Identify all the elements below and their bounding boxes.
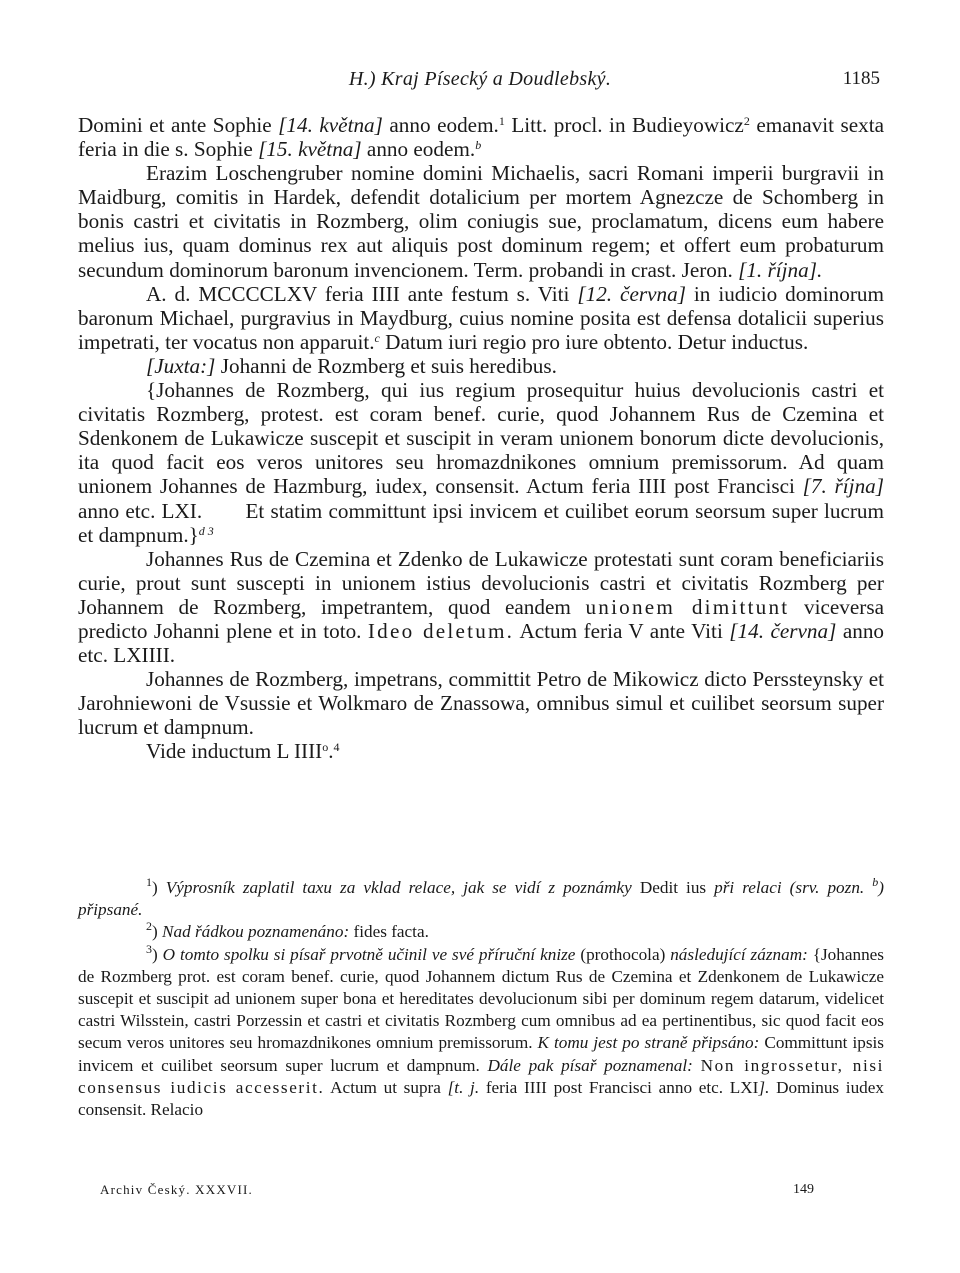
text-run: Litt. procl. in Budieyowicz <box>504 113 744 137</box>
footnote: $^1$) Výprosník zaplatil taxu za vklad relace, jak se vidí z poznámky Dedit ius při relaci (srv. pozn. $^b$) připsané. <box>78 875 884 920</box>
text-run: anno eodem. <box>382 113 499 137</box>
text-run: O tomto spolku si písař prvotně učinil ve své příruční knize <box>157 944 576 964</box>
footnote-number: 3 <box>146 941 152 956</box>
page-number: 1185 <box>842 68 880 89</box>
date-gloss: [15. května] <box>258 137 362 162</box>
spaced-text: Non ingrossetur, nisi consensus iudicis accesserit. <box>78 1055 885 1097</box>
text-run: Dále pak písař poznamenal: <box>487 1055 693 1075</box>
text-run: ]. <box>758 1077 770 1097</box>
sheet-number: 149 <box>793 1182 814 1197</box>
text-run: Domini et ante Sophie <box>78 113 279 137</box>
text-run: anno etc. LXI. Et statim committunt ipsi invicem et cuilibet eorum seorsum super lucrum et dampnum.} <box>78 474 890 547</box>
note-ref: b <box>475 138 482 153</box>
text-run: viceversa predicto Johanni plene et in toto. <box>78 594 884 643</box>
text-run: při relaci (srv. pozn. <box>714 878 873 897</box>
printer-signature: Archiv Český. XXXVII. <box>100 1182 254 1197</box>
text-run: Erazim Loschengruber nomine domini Michaelis, sacri Romani imperii burgravii in Maidburg, comitis in Hardek, defendit dotalicium per mortem Agnezcze de Schomberg in bonis castri et civitatis in Rozmberg, olim coniugis sue, proclamatum, dicens eum habere melius ius, quam dominus rex aut aliquis post dominum regem; et offert eum probaturum secundum dominorum baronum invencionem. Term. probandi in crast. Jeron. <box>78 161 884 282</box>
paragraph: Johannes de Rozmberg, impetrans, committit Petro de Mikowicz dicto Perssteynsky et Jarohniewoni de Vsussie et Wolkmaro de Znassowa, omnibus simul et cuilibet seorsum super lucrum et dampnum. <box>78 667 884 740</box>
text-run: Actum ut supra <box>324 1077 448 1097</box>
date-gloss: [7. října] <box>802 474 884 499</box>
paragraph <box>78 161 884 281</box>
text-run: Nad řádkou poznamenáno: <box>157 922 350 942</box>
text-run: Dedit ius <box>631 878 715 897</box>
page-footer <box>0 1182 960 1202</box>
text-run: Johannes Rus de Czemina et Zdenko de Lukawicze protestati sunt coram beneficiariis curie, prout sunt suscepti in unionem istius devolucionis castri et civitatis Rozmberg per Johannem de Rozmberg, impetrantem, quod eandem <box>78 546 884 619</box>
text-run: (prothocola) <box>575 944 671 964</box>
text-run: K tomu jest po straně připsáno: <box>537 1033 760 1053</box>
text-run <box>693 1056 701 1075</box>
footnote: $^3$) O tomto spolku si písař prvotně učinil ve své příruční knize (prothocola) následující záznam: {Johannes de Rozmberg prot. est coram benef. curie, quod Johannem dictum Rus de Czemina et Zdenkonem de Lukawicze suscepit et suscipit ad unionem super bona et hereditates devolucionum sibi per dominum regem datarum, videlicet castri Wilsstein, castri Porzessin et castri et civitatis Rozmberg cum omnibus ad ea pertinentibus, sic quod facit eos secum veros unitores seu hromazdnikones omnium premissorum. K tomu jest po straně připsáno: Committunt ipsis invicem et cuilibet seorsum super lucrum et dampnum. Dále pak písař poznamenal: Non ingrossetur, nisi consensus iudicis accesserit. Actum ut supra [t. j. feria IIII post Francisci anno etc. LXI]. Dominus iudex consensit. Relacio <box>78 941 885 1120</box>
text-run: fides facta. <box>349 922 429 942</box>
text-run: Vide inductum L IIII <box>146 739 323 764</box>
text-run: anno etc. LXIIII. <box>78 618 885 668</box>
text-run: {Johannes de Rozmberg, qui ius regium prosequitur huius devolucionis castri et civitatis Rozmberg, protest. est coram benef. curie, quod Johannem Rus de Czemina et Sdenkonem de Lukawicze suscepit et suscipit in veram unionem bonorum dicte devolucionis, ita quod facit eos veros unitores seu hromazdnikones omnium premissorum. Ad quam unionem Johannes de Hazmburg, iudex, consensit. Actum feria IIII post Francisci <box>78 378 884 499</box>
superscript: o <box>322 740 329 755</box>
text-run: Committunt ipsis invicem et cuilibet seorsum super lucrum et dampnum. <box>78 1033 884 1075</box>
text-run: Dominus iudex consensit. Relacio <box>78 1077 884 1120</box>
marginal-label: [Juxta:] <box>146 353 216 378</box>
footnote-ref: 2 <box>743 114 750 128</box>
paragraph <box>78 282 884 354</box>
paragraph <box>78 113 884 161</box>
text-run: ) připsané. <box>78 878 884 920</box>
text-run: in iudicio dominorum baronum Michael, purgravius in Maydburg, cuius nomine posita est defensa dotalicii superius impetrati, ter vocatus non apparuit. <box>78 281 884 354</box>
note-ref: d 3 <box>198 523 214 538</box>
footnote-ref: 4 <box>333 740 340 755</box>
date-gloss: [12. června] <box>577 281 686 306</box>
main-text <box>78 113 890 764</box>
footnotes <box>78 877 884 1121</box>
page-header <box>0 68 960 96</box>
text-run: . <box>328 739 334 764</box>
text-run: emanavit sexta feria in die s. Sophie <box>78 113 884 162</box>
text-run: anno eodem. <box>361 137 476 162</box>
text-run: feria IIII post Francisci anno etc. LXI <box>479 1077 759 1097</box>
text-run: Actum feria V ante Viti <box>514 618 730 643</box>
date-gloss: [1. října]. <box>738 257 823 282</box>
text-run: {Johannes de Rozmberg prot. est coram benef. curie, quod Johannem dictum Rus de Czemina et Zdenkonem de Lukawicze suscepit et suscipit ad unionem super bona et hereditates devolucionum sibi per dominum regem datarum, videlicet castri Wilsstein, castri Porzessin et castri et civitatis Rozmberg cum omnibus ad ea pertinentibus, sic quod facit eos secum veros unitores seu hromazdnikones omnium premissorum. <box>78 944 884 1053</box>
footnote: $^2$) Nad řádkou poznamenáno: fides facta. <box>146 919 429 942</box>
spaced-text: unionem dimittunt <box>585 594 790 619</box>
paragraph <box>78 354 884 378</box>
paragraph <box>78 547 884 667</box>
text-run: [t. j. <box>447 1077 480 1097</box>
text-run: A. d. MCCCCLXV feria IIII ante festum s. Viti <box>146 281 578 306</box>
footnote-number: 1 <box>146 875 152 889</box>
text-run: Výprosník zaplatil taxu za vklad relace, jak se vidí z poznámky <box>157 878 632 897</box>
footnote-number: 2 <box>146 919 152 934</box>
spaced-text: Ideo deletum. <box>367 618 515 643</box>
paragraph <box>78 378 890 547</box>
footnote-ref: 1 <box>498 114 505 128</box>
note-ref: b <box>872 875 879 889</box>
note-ref: c <box>374 330 380 345</box>
paragraph <box>78 739 884 763</box>
text-run: následující záznam: <box>670 944 808 964</box>
date-gloss: [14. května] <box>278 113 383 137</box>
text-run: Datum iuri regio pro iure obtento. Detur inductus. <box>379 329 809 354</box>
date-gloss: [14. června] <box>729 618 837 643</box>
running-title: H.) Kraj Písecký a Doudlebský. <box>348 68 612 90</box>
text-run: Johanni de Rozmberg et suis heredibus. <box>215 353 557 378</box>
